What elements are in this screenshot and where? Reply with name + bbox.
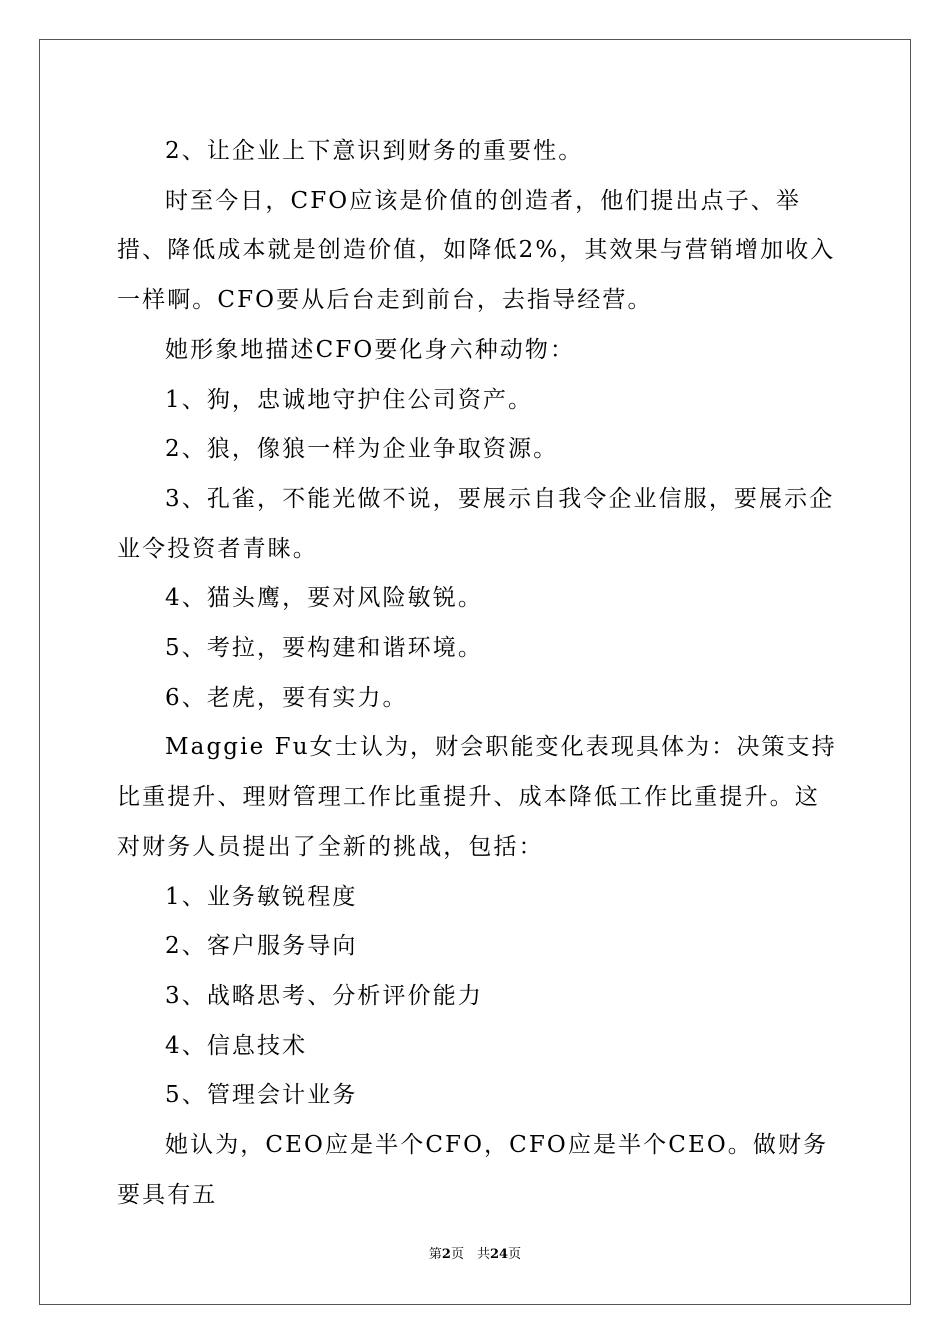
paragraph: 1、狗，忠诚地守护住公司资产。 [165, 386, 534, 413]
paragraph: 1、业务敏锐程度 [165, 883, 358, 910]
paragraph: 她认为，CEO应是半个CFO，CFO应是半个CEO。做财务要具有五 [117, 1132, 829, 1208]
paragraph: 2、客户服务导向 [165, 933, 358, 960]
footer-mid: 页 共 [450, 1247, 490, 1262]
page-footer [0, 1245, 950, 1265]
footer-suffix: 页 [508, 1247, 522, 1262]
footer-prefix: 第 [428, 1247, 442, 1262]
document-body [117, 127, 837, 1220]
paragraph: 2、狼，像狼一样为企业争取资源。 [165, 436, 559, 463]
current-page-number: 2 [441, 1247, 451, 1262]
paragraph: 2、让企业上下意识到财务的重要性。 [165, 138, 584, 164]
paragraph: 4、猫头鹰，要对风险敏锐。 [165, 585, 483, 612]
paragraph: 时至今日，CFO应该是价值的创造者，他们提出点子、举措、降低成本就是创造价值，如降低2%，其效果与营销增加收入一样啊。CFO要从后台走到前台，去指导经营。 [117, 187, 836, 314]
total-page-count: 24 [489, 1247, 509, 1262]
paragraph: 5、考拉，要构建和谐环境。 [165, 635, 483, 662]
paragraph: 6、老虎，要有实力。 [165, 684, 408, 711]
paragraph: 4、信息技术 [165, 1032, 308, 1059]
paragraph: 5、管理会计业务 [165, 1082, 358, 1109]
paragraph: 3、孔雀，不能光做不说，要展示自我令企业信服，要展示企业令投资者青睐。 [117, 485, 835, 562]
paragraph: 她形象地描述CFO要化身六种动物： [165, 336, 576, 363]
paragraph: 3、战略思考、分析评价能力 [165, 982, 483, 1009]
paragraph: Maggie Fu女士认为，财会职能变化表现具体为：决策支持比重提升、理财管理工作比重提升、成本降低工作比重提升。这对财务人员提出了全新的挑战，包括： [117, 734, 837, 860]
